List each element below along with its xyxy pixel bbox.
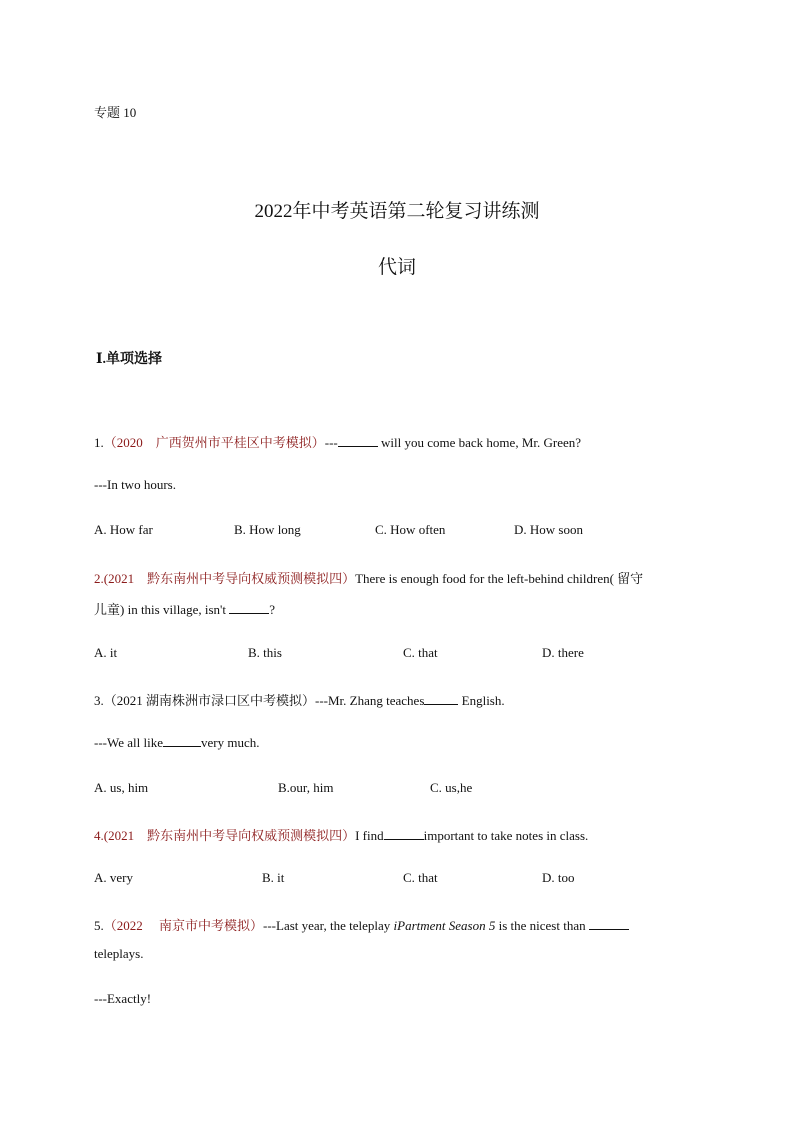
question-source: （2020 广西贺州市平桂区中考模拟） — [103, 435, 325, 450]
question-number: 5. — [94, 918, 104, 933]
question-2-line2 — [94, 599, 275, 618]
question-4 — [94, 825, 588, 844]
question-text: There is enough food for the left-behind children( 留守 — [355, 571, 644, 586]
question-source: （2021 湖南株洲市渌口区中考模拟） — [103, 693, 316, 708]
question-1 — [94, 432, 581, 451]
question-5 — [94, 915, 629, 934]
answer-blank[interactable] — [163, 735, 201, 747]
question-5-reply: ---Exactly! — [94, 991, 152, 1006]
option-d[interactable]: D. too — [542, 870, 575, 885]
question-2 — [94, 568, 643, 587]
answer-blank[interactable] — [589, 918, 629, 930]
option-c[interactable]: C. that — [403, 645, 438, 660]
question-text: ? — [269, 602, 276, 617]
answer-blank[interactable] — [229, 602, 269, 614]
option-c[interactable]: C. How often — [375, 522, 446, 537]
question-text: --- — [324, 435, 338, 450]
reply-text: ---We all like — [94, 735, 163, 750]
question-text: important to take notes in class. — [423, 828, 589, 843]
section-title: Ⅰ.单项选择 — [96, 352, 163, 367]
question-number: 3. — [94, 693, 104, 708]
answer-blank[interactable] — [338, 435, 378, 447]
question-source: (2021 黔东南州中考导向权威预测模拟四） — [103, 828, 356, 843]
question-text: will you come back home, Mr. Green? — [377, 435, 582, 450]
option-a[interactable]: A. very — [94, 870, 133, 885]
question-3-reply — [94, 735, 259, 751]
option-b[interactable]: B. this — [248, 645, 282, 660]
question-text: ---Mr. Zhang teaches — [315, 693, 425, 708]
question-5-line2: teleplays. — [94, 946, 144, 961]
question-number: 1. — [94, 435, 104, 450]
answer-blank[interactable] — [384, 828, 424, 840]
question-number: 4. — [94, 828, 104, 843]
question-text: is the nicest than — [495, 918, 589, 933]
question-text: I find — [355, 828, 384, 843]
page-title: 2022年中考英语第二轮复习讲练测 — [254, 201, 540, 222]
question-3 — [94, 690, 505, 709]
page-subtitle: 代词 — [377, 257, 416, 278]
option-c[interactable]: C. us,he — [430, 780, 473, 795]
option-a[interactable]: A. us, him — [94, 780, 149, 795]
question-number: 2. — [94, 571, 104, 586]
question-text: English. — [458, 693, 505, 708]
answer-blank[interactable] — [424, 693, 458, 705]
option-b[interactable]: B. it — [262, 870, 285, 885]
question-text: 儿童) in this village, isn't — [94, 602, 230, 617]
option-d[interactable]: D. there — [542, 645, 584, 660]
question-source: （2022 南京市中考模拟） — [103, 918, 264, 933]
question-source: (2021 黔东南州中考导向权威预测模拟四） — [103, 571, 356, 586]
option-d[interactable]: D. How soon — [514, 522, 583, 537]
question-1-reply: ---In two hours. — [94, 477, 176, 492]
option-c[interactable]: C. that — [403, 870, 438, 885]
reply-text: very much. — [200, 735, 260, 750]
option-b[interactable]: B.our, him — [278, 780, 334, 795]
option-b[interactable]: B. How long — [234, 522, 301, 537]
question-text: ---Last year, the teleplay — [263, 918, 394, 933]
option-a[interactable]: A. it — [94, 645, 118, 660]
option-a[interactable]: A. How far — [94, 522, 153, 537]
topic-label: 专题 10 — [94, 105, 137, 120]
teleplay-title: iPartment Season 5 — [393, 918, 496, 933]
